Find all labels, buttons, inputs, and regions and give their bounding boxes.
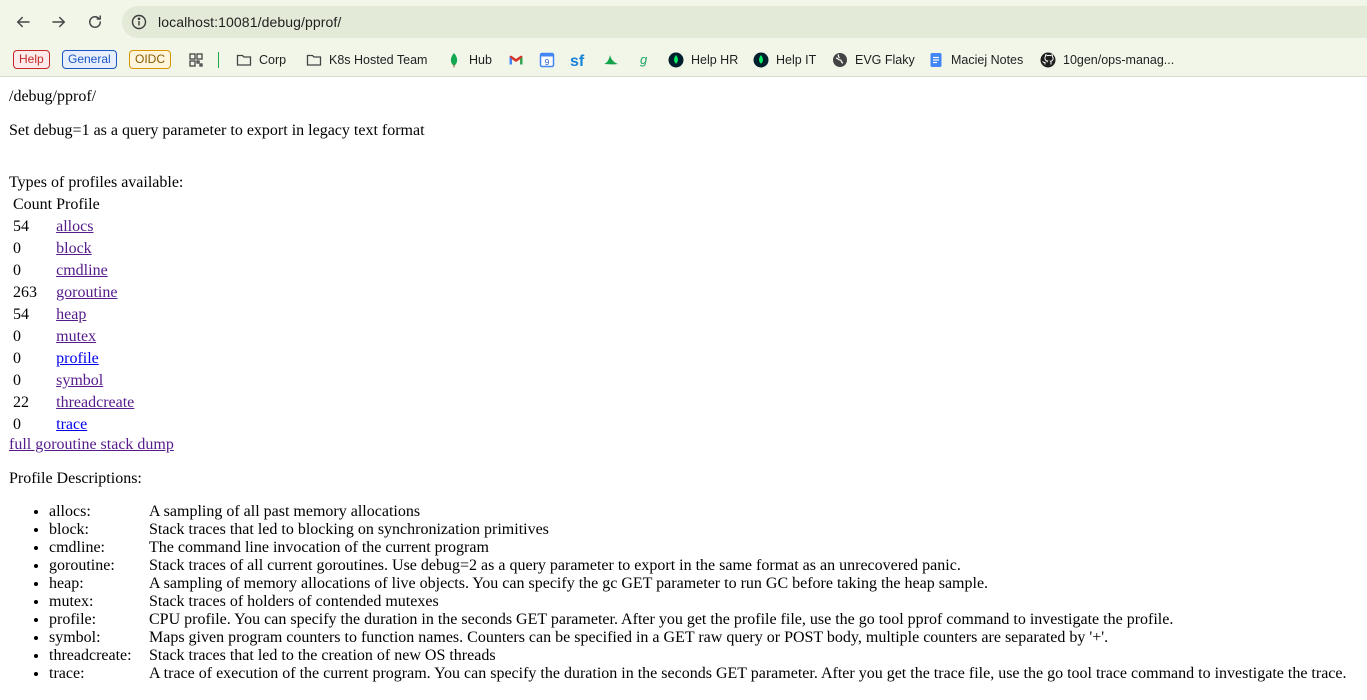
bookmark-green-g[interactable] xyxy=(636,43,659,76)
apps-grid-icon xyxy=(188,52,204,68)
profile-link-goroutine[interactable]: goroutine xyxy=(56,284,118,301)
profile-link-symbol[interactable]: symbol xyxy=(56,372,104,389)
description-text: Stack traces of holders of contended mutexes xyxy=(149,593,439,610)
bookmark-k8s-hosted-team[interactable] xyxy=(306,43,427,76)
green-bird-icon xyxy=(603,52,619,68)
address-bar[interactable] xyxy=(122,6,1367,38)
count-cell: 0 xyxy=(13,262,21,279)
list-item xyxy=(49,503,1347,521)
svg-text:9: 9 xyxy=(544,57,550,67)
list-item xyxy=(49,557,1347,575)
description-name: profile: xyxy=(49,611,97,628)
list-item xyxy=(49,575,1347,593)
profile-cell xyxy=(55,239,135,259)
list-item xyxy=(49,665,1347,683)
count-cell: 0 xyxy=(13,328,21,345)
table-row xyxy=(12,217,135,237)
description-name: mutex: xyxy=(49,593,94,610)
profile-header: Profile xyxy=(56,196,100,213)
folder-icon xyxy=(236,52,252,68)
bookmark-label: Help HR xyxy=(691,52,739,67)
table-row xyxy=(12,415,135,435)
gmail-icon xyxy=(508,52,524,68)
profile-link-mutex[interactable]: mutex xyxy=(56,328,97,345)
list-item xyxy=(49,539,1347,557)
general-chip: General xyxy=(62,50,117,69)
mongodb-leaf-icon xyxy=(446,52,462,68)
description-name: allocs: xyxy=(49,503,91,520)
debug-note: Set debug=1 as a query parameter to export in legacy text format xyxy=(9,122,425,139)
browser-chrome xyxy=(0,0,1367,77)
description-text: CPU profile. You can specify the duration in the seconds GET parameter. After you get the profile file, use the go tool pprof command to investigate the profile. xyxy=(149,611,1174,628)
table-row xyxy=(12,283,135,303)
bookmark-green-bird[interactable] xyxy=(603,43,626,76)
profiles-table xyxy=(10,193,137,437)
profile-link-cmdline[interactable]: cmdline xyxy=(56,262,108,279)
page-path: /debug/pprof/ xyxy=(9,88,97,105)
bookmark-help[interactable] xyxy=(13,43,50,76)
bookmark-apps[interactable] xyxy=(188,43,211,76)
info-icon[interactable] xyxy=(131,14,147,30)
bookmark-maciej-notes[interactable] xyxy=(928,43,1023,76)
bookmark-corp[interactable] xyxy=(236,43,286,76)
description-text: A sampling of memory allocations of live objects. You can specify the gc GET parameter to run GC before taking the heap sample. xyxy=(149,575,989,592)
green-g-icon xyxy=(636,52,652,68)
description-name: block: xyxy=(49,521,89,538)
chrome-divider xyxy=(0,76,1367,77)
help-chip: Help xyxy=(13,50,50,69)
table-row xyxy=(12,305,135,325)
bookmarks-separator xyxy=(218,52,219,68)
url-text[interactable]: localhost:10081/debug/pprof/ xyxy=(158,14,342,30)
bookmark-calendar[interactable] xyxy=(539,43,562,76)
forward-button[interactable] xyxy=(45,8,73,36)
oidc-chip: OIDC xyxy=(129,50,171,69)
profile-link-profile[interactable]: profile xyxy=(56,350,99,367)
list-item xyxy=(49,521,1347,539)
count-cell: 0 xyxy=(13,350,21,367)
count-cell: 0 xyxy=(13,372,21,389)
description-name: goroutine: xyxy=(49,557,115,574)
description-name: threadcreate: xyxy=(49,647,132,664)
github-icon xyxy=(1040,52,1056,68)
description-text: The command line invocation of the current program xyxy=(149,539,489,556)
profile-cell xyxy=(55,261,135,281)
descriptions-heading: Profile Descriptions: xyxy=(9,470,142,487)
table-row xyxy=(12,349,135,369)
table-row xyxy=(12,371,135,391)
bookmark-evg-flaky[interactable] xyxy=(832,43,915,76)
description-name: symbol: xyxy=(49,629,101,646)
description-text: A sampling of all past memory allocations xyxy=(149,503,421,520)
bookmark-label: EVG Flaky xyxy=(855,52,915,67)
bookmark-label: Corp xyxy=(259,52,287,67)
profile-cell xyxy=(55,327,135,347)
description-name: heap: xyxy=(49,575,84,592)
browser-toolbar xyxy=(0,0,1367,43)
salesforce-sf-icon xyxy=(570,52,590,68)
profile-cell xyxy=(55,371,135,391)
calendar-icon xyxy=(539,52,555,68)
description-text: A trace of execution of the current program. You can specify the duration in the seconds GET parameter. After you get the trace file, use the go tool trace command to investigate the trace. xyxy=(149,665,1347,682)
profile-cell xyxy=(55,349,135,369)
table-row xyxy=(12,393,135,413)
docs-icon xyxy=(928,52,944,68)
reload-button[interactable] xyxy=(81,8,109,36)
bookmark-label: K8s Hosted Team xyxy=(329,52,428,67)
count-cell: 263 xyxy=(13,284,37,301)
count-cell: 54 xyxy=(13,306,29,323)
count-cell: 0 xyxy=(13,416,21,433)
count-cell: 0 xyxy=(13,240,21,257)
table-row xyxy=(12,239,135,259)
bookmark-general[interactable] xyxy=(62,43,117,76)
description-text: Stack traces of all current goroutines. Use debug=2 as a query parameter to export in the same format as an unrecovered panic. xyxy=(149,557,961,574)
description-text: Stack traces that led to the creation of new OS threads xyxy=(149,647,496,664)
description-name: cmdline: xyxy=(49,539,105,556)
profile-cell xyxy=(55,393,135,413)
bookmark-salesforce[interactable] xyxy=(570,43,597,76)
bookmark-github-ops-manager[interactable] xyxy=(1040,43,1174,76)
profile-cell xyxy=(55,217,135,237)
svg-text:g: g xyxy=(640,51,648,67)
profile-link-heap[interactable]: heap xyxy=(56,306,87,323)
bookmark-help-hr[interactable] xyxy=(668,43,738,76)
profile-link-block[interactable]: block xyxy=(56,240,92,257)
bookmark-label: Help IT xyxy=(776,52,817,67)
reload-icon xyxy=(86,13,104,31)
globe-icon xyxy=(832,52,848,68)
folder-icon xyxy=(306,52,322,68)
bookmark-gmail[interactable] xyxy=(508,43,531,76)
profile-link-threadcreate[interactable]: threadcreate xyxy=(56,394,135,411)
arrow-left-icon xyxy=(14,13,32,31)
arrow-right-icon xyxy=(50,13,68,31)
count-cell: 22 xyxy=(13,394,29,411)
list-item xyxy=(49,629,1347,647)
profile-link-allocs[interactable]: allocs xyxy=(56,218,94,235)
bookmarks-bar xyxy=(0,43,1367,76)
table-row xyxy=(12,327,135,347)
list-item xyxy=(49,647,1347,665)
description-name: trace: xyxy=(49,665,85,682)
profile-link-trace[interactable]: trace xyxy=(56,416,88,433)
descriptions-list xyxy=(9,503,1347,683)
bookmark-label: Maciej Notes xyxy=(951,52,1024,67)
profile-cell xyxy=(55,415,135,435)
count-header: Count xyxy=(13,196,53,213)
mongodb-leaf-icon xyxy=(668,52,684,68)
bookmark-oidc[interactable] xyxy=(129,43,171,76)
bookmark-hub[interactable] xyxy=(446,43,492,76)
table-row xyxy=(12,261,135,281)
description-text: Stack traces that led to blocking on synchronization primitives xyxy=(149,521,549,538)
goroutine-stack-dump-link[interactable]: full goroutine stack dump xyxy=(9,436,174,453)
profiles-heading: Types of profiles available: xyxy=(9,174,184,191)
profile-cell xyxy=(55,305,135,325)
bookmark-label: 10gen/ops-manag... xyxy=(1063,52,1175,67)
description-text: Maps given program counters to function names. Counters can be specified in a GET raw query or POST body, multiple counters are separated by '+'. xyxy=(149,629,1109,646)
bookmark-help-it[interactable] xyxy=(753,43,816,76)
count-cell: 54 xyxy=(13,218,29,235)
back-button[interactable] xyxy=(9,8,37,36)
list-item xyxy=(49,593,1347,611)
table-header-row xyxy=(12,195,135,215)
svg-text:sf: sf xyxy=(570,52,585,68)
mongodb-leaf-icon xyxy=(753,52,769,68)
list-item xyxy=(49,611,1347,629)
bookmark-label: Hub xyxy=(469,52,492,67)
profile-cell xyxy=(55,283,135,303)
